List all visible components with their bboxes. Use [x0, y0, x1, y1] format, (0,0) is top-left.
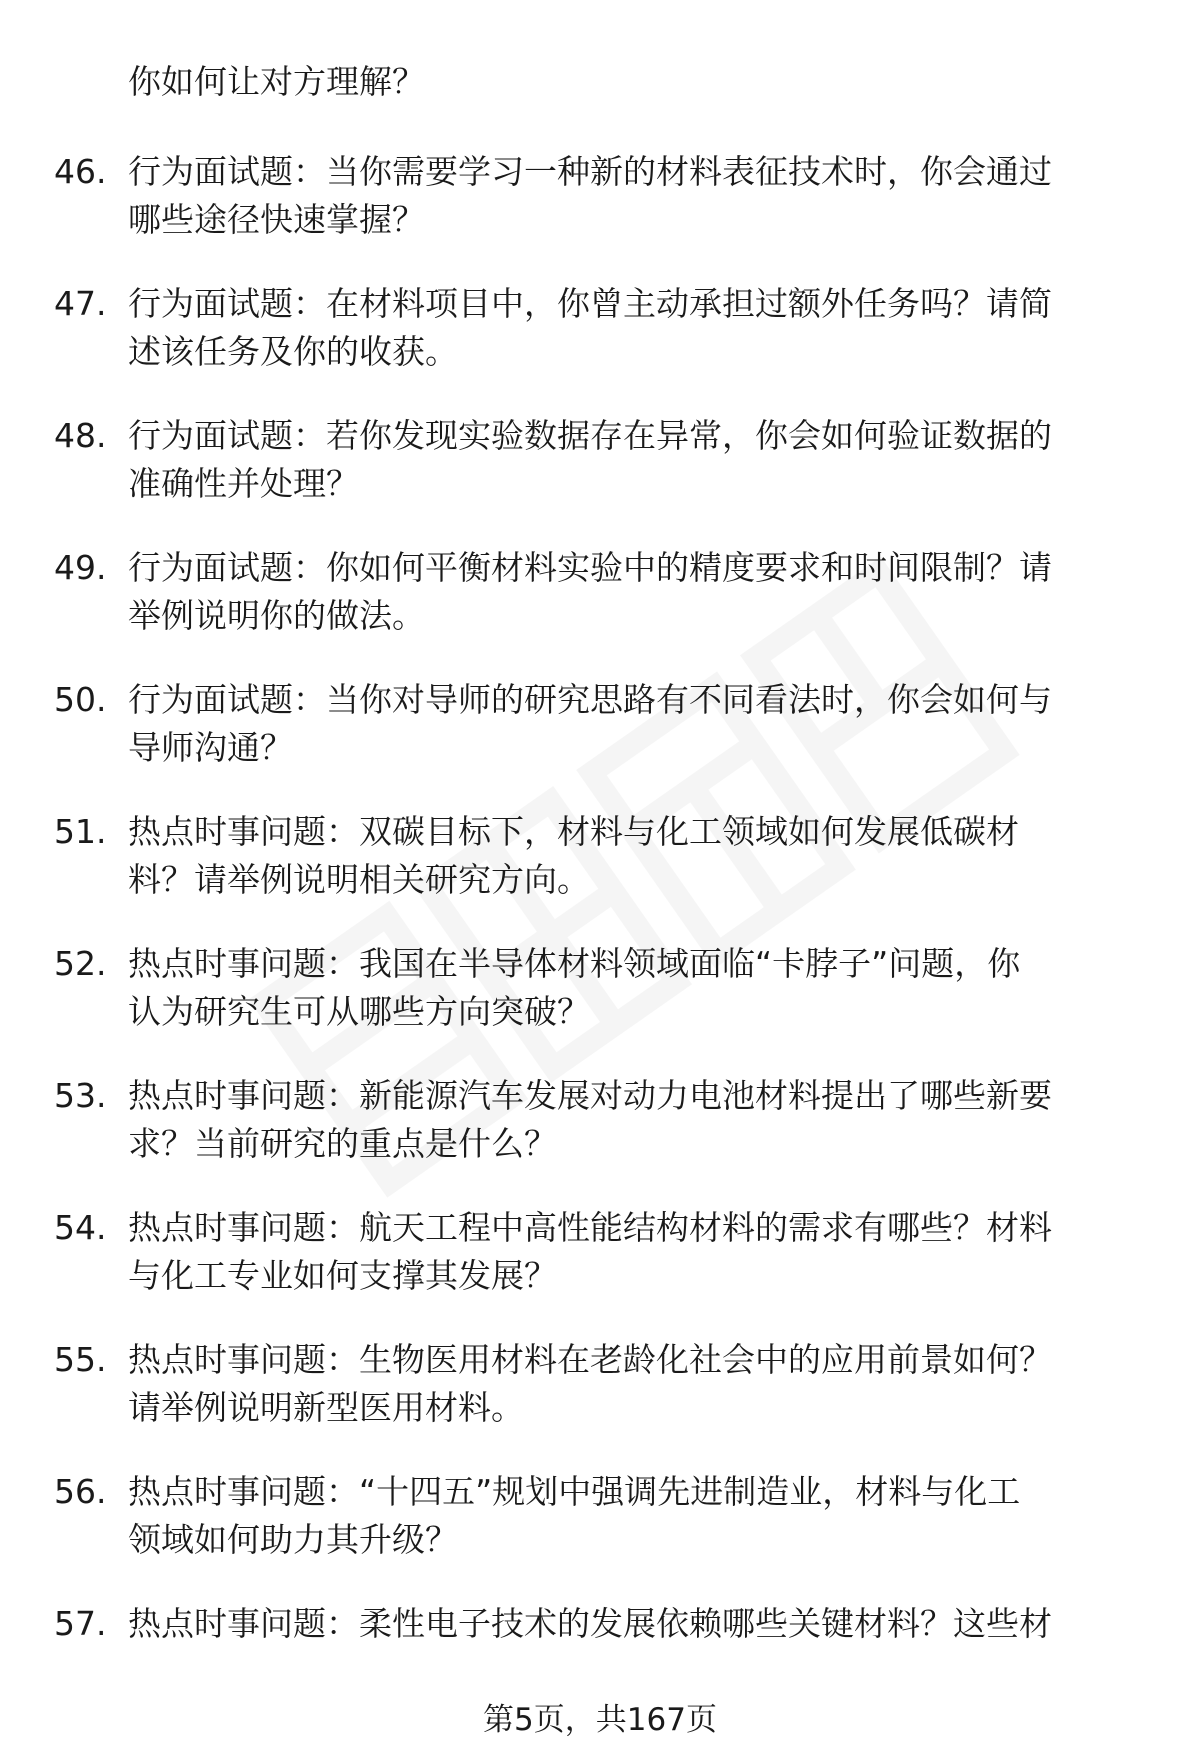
question-item	[48, 1468, 1158, 1600]
question-text-line-2: 与化工专业如何支撑其发展？	[128, 1256, 557, 1295]
question-text-line-1: 行为面试题：在材料项目中，你曾主动承担过额外任务吗？请简	[128, 284, 1052, 323]
question-item	[48, 1204, 1158, 1336]
question-text-line-2: 领域如何助力其升级？	[128, 1520, 458, 1559]
question-item	[48, 544, 1158, 676]
question-text-line-1: 热点时事问题：双碳目标下，材料与化工领域如何发展低碳材	[128, 812, 1019, 851]
question-text-line-1: 热点时事问题：航天工程中高性能结构材料的需求有哪些？材料	[128, 1208, 1052, 1247]
question-text-line-2: 认为研究生可从哪些方向突破？	[128, 992, 590, 1031]
question-text-line-1: 行为面试题：当你对导师的研究思路有不同看法时，你会如何与	[128, 680, 1052, 719]
question-list	[48, 148, 1158, 1732]
question-number: 55.	[54, 1340, 107, 1379]
question-item	[48, 1336, 1158, 1468]
question-item	[48, 412, 1158, 544]
question-text-line-1: 行为面试题：当你需要学习一种新的材料表征技术时，你会通过	[128, 152, 1052, 191]
question-text-line-1: 热点时事问题：我国在半导体材料领域面临“卡脖子”问题，你	[128, 944, 1021, 983]
page-footer: 第5页，共167页	[483, 1702, 717, 1738]
question-number: 46.	[54, 152, 107, 191]
question-number: 49.	[54, 548, 107, 587]
question-number: 54.	[54, 1208, 107, 1247]
question-item	[48, 280, 1158, 412]
question-number: 48.	[54, 416, 107, 455]
question-text-line-2: 导师沟通？	[128, 728, 293, 767]
question-item	[48, 148, 1158, 280]
question-text-line-1: 热点时事问题：“十四五”规划中强调先进制造业，材料与化工	[128, 1472, 1021, 1511]
question-item	[48, 676, 1158, 808]
question-item	[48, 1072, 1158, 1204]
question-number: 53.	[54, 1076, 107, 1115]
question-text-line-1: 热点时事问题：生物医用材料在老龄化社会中的应用前景如何？	[128, 1340, 1052, 1379]
question-number: 56.	[54, 1472, 107, 1511]
question-number: 52.	[54, 944, 107, 983]
question-text-line-2: 举例说明你的做法。	[128, 596, 425, 635]
question-item	[48, 808, 1158, 940]
question-text-line-1: 行为面试题：若你发现实验数据存在异常，你会如何验证数据的	[128, 416, 1052, 455]
question-text-line-2: 求？当前研究的重点是什么？	[128, 1124, 557, 1163]
question-text-line-2: 哪些途径快速掌握？	[128, 200, 425, 239]
question-text-line-2: 准确性并处理？	[128, 464, 359, 503]
continuation-line: 你如何让对方理解？	[128, 62, 425, 101]
question-number: 51.	[54, 812, 107, 851]
question-number: 50.	[54, 680, 107, 719]
question-text-line-1: 热点时事问题：新能源汽车发展对动力电池材料提出了哪些新要	[128, 1076, 1052, 1115]
question-text-line-1: 行为面试题：你如何平衡材料实验中的精度要求和时间限制？请	[128, 548, 1052, 587]
question-item	[48, 940, 1158, 1072]
question-number: 47.	[54, 284, 107, 323]
question-number: 57.	[54, 1604, 107, 1643]
question-text-line-1: 热点时事问题：柔性电子技术的发展依赖哪些关键材料？这些材	[128, 1604, 1052, 1643]
question-text-line-2: 料？请举例说明相关研究方向。	[128, 860, 590, 899]
question-text-line-2: 述该任务及你的收获。	[128, 332, 458, 371]
question-text-line-2: 请举例说明新型医用材料。	[128, 1388, 524, 1427]
